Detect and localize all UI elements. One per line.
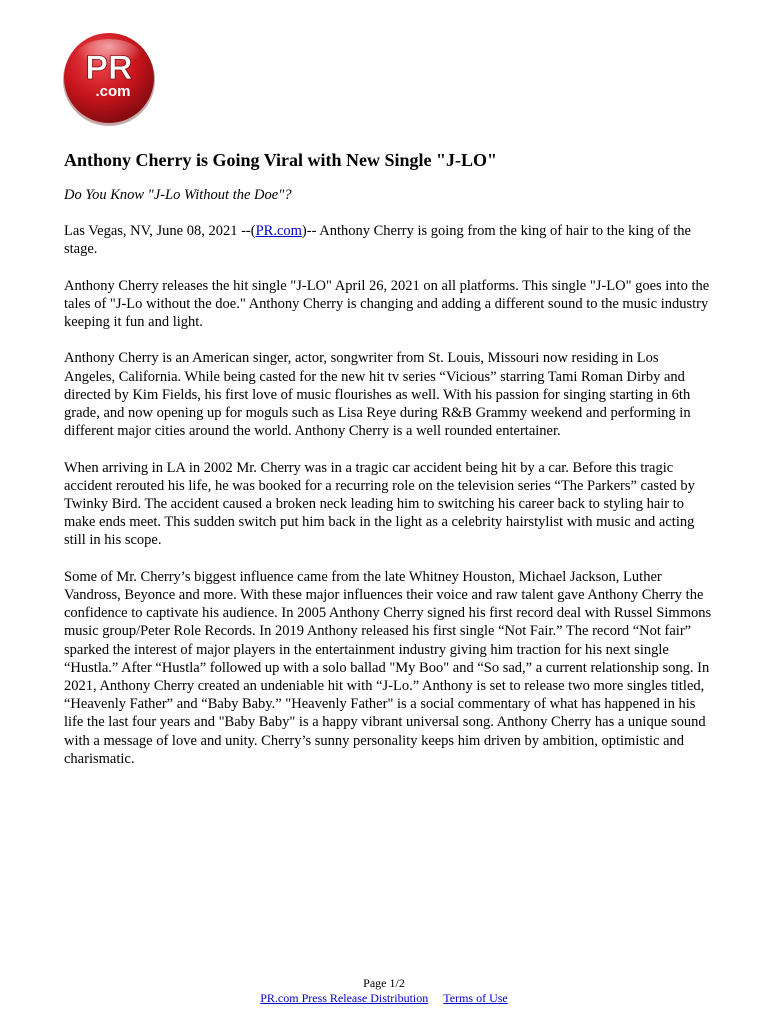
body-paragraph: When arriving in LA in 2002 Mr. Cherry was in a tragic car accident being hit by a car. Before this tragic accident rerouted his life, he was booked for a recurring role on the television series “The Parkers” casted by Twinky Bird. The accident caused a broken neck leading him to switching his career back to styling hair to make ends meet. This sudden switch put him back in the light as a celebrity hairstylist with music and acting still in his scope. xyxy=(64,459,695,549)
footer-links xyxy=(0,991,768,1006)
body-paragraph: Anthony Cherry releases the hit single "J-LO" April 26, 2021 on all platforms. This single "J-LO" goes into the tales of "J-Lo without the doe." Anthony Cherry is changing and adding a different sound to the music industry keeping it fun and light. xyxy=(64,277,710,330)
press-release-body xyxy=(64,148,712,786)
body-paragraph: Some of Mr. Cherry’s biggest influence came from the late Whitney Houston, Michael Jackson, Luther Vandross, Beyonce and more. With these major influences their voice and raw talent gave Anthony Cherry the confidence to captivate his audience. In 2005 Anthony Cherry signed his first record deal with Russel Simmons music group/Peter Role Records. In 2019 Anthony released his first single “Not Fair.” The record “Not fair” sparked the interest of major players in the entertainment industry giving him traction for his next single “Hustla.” After “Hustla” followed up with a solo ballad "My Boo" and “So sad,” a current relationship song. In 2021, Anthony Cherry created an undeniable hit with “J-Lo.” Anthony is set to release two more singles titled, “Heavenly Father” and “Baby Baby.” "Heavenly Father" is a social commentary of what has happened in his life the last four years and "Baby Baby" is a happy vibrant universal song. Anthony Cherry has a unique sound with a message of love and unity. Cherry’s sunny personality keeps him driven by ambition, optimistic and charismatic. xyxy=(64,568,712,767)
dateline-suffix: )-- Anthony Cherry is going from the king of hair to the king of the stage. xyxy=(64,223,691,258)
headline: Anthony Cherry is Going Viral with New Single "J-LO" xyxy=(64,150,498,170)
body-paragraph: Anthony Cherry is an American singer, actor, songwriter from St. Louis, Missouri now residing in Los Angeles, California. While being casted for the new hit tv series “Vicious” starring Tami Roman Dirby and directed by Kim Fields, his first love of music flourishes as well. With his passion for singing starting in 6th grade, and now opening up for moguls such as Lisa Reye during R&B Grammy weekend and performing in different major cities around the world. Anthony Cherry is a well rounded entertainer. xyxy=(64,350,691,440)
pr-com-link[interactable]: PR.com xyxy=(255,223,302,239)
dateline-prefix: Las Vegas, NV, June 08, 2021 --( xyxy=(64,223,256,239)
dateline-paragraph xyxy=(64,222,712,258)
terms-of-use-link[interactable]: Terms of Use xyxy=(443,991,508,1005)
subheadline: Do You Know "J-Lo Without the Doe"? xyxy=(64,187,292,203)
pr-com-logo xyxy=(61,31,157,127)
logo-text-pr: PR xyxy=(85,49,133,87)
page-number: Page 1/2 xyxy=(363,976,405,990)
logo-text-com: .com xyxy=(95,83,131,100)
distribution-link[interactable]: PR.com Press Release Distribution xyxy=(260,991,429,1005)
page-footer xyxy=(0,976,768,1006)
